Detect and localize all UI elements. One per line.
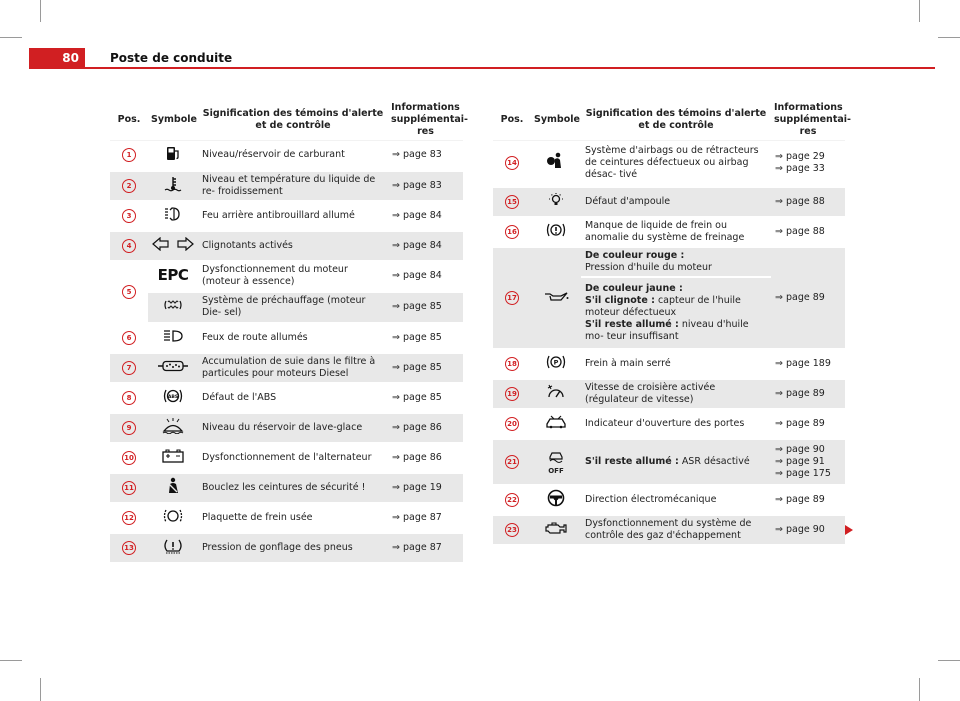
- position-badge: 20: [505, 417, 519, 431]
- oil-red-label: De couleur rouge :: [585, 249, 685, 261]
- col-info-header: Informations supplémentai- res: [771, 100, 845, 141]
- table-row: [493, 141, 845, 187]
- fuel-icon: [166, 153, 180, 164]
- page-reference: ⇒ page 89: [771, 247, 845, 349]
- page-reference: ⇒ page 29: [775, 151, 825, 163]
- row-text: Bouclez les ceintures de sécurité !: [198, 473, 388, 503]
- row-text: Pression de gonflage des pneus: [198, 533, 388, 563]
- seatbelt-icon: [165, 487, 181, 498]
- row-text: Système de préchauffage (moteur Die- sel): [198, 292, 388, 323]
- warning-lights-table-left: [110, 100, 468, 564]
- page-reference: ⇒ page 19: [388, 473, 463, 503]
- epc-icon: EPC: [157, 265, 189, 284]
- position-badge: 13: [122, 541, 136, 555]
- col-meaning-header: Signification des témoins d'alerte et de contrôle: [581, 100, 771, 141]
- page-reference: ⇒ page 89: [771, 485, 845, 515]
- position-badge: 14: [505, 156, 519, 170]
- col-meaning-header: Signification des témoins d'alerte et de contrôle: [198, 100, 388, 141]
- page-reference: ⇒ page 85: [388, 383, 463, 413]
- oil-pressure-icon: [543, 294, 569, 305]
- table-row: [110, 383, 463, 413]
- position-badge: 17: [505, 291, 519, 305]
- asr-off-icon: [548, 455, 564, 466]
- position-badge: 5: [122, 285, 136, 299]
- page-reference: ⇒ page 87: [388, 503, 463, 533]
- glow-plug-icon: [163, 303, 183, 314]
- door-open-icon: [545, 421, 567, 432]
- page-reference: ⇒ page 175: [775, 467, 831, 479]
- row-text: Dysfonctionnement du moteur (moteur à essence): [198, 261, 388, 292]
- col-info-header: Informations supplémentai- res: [388, 100, 463, 141]
- row-text: Feux de route allumés: [198, 323, 388, 353]
- position-badge: 18: [505, 357, 519, 371]
- table-row: [493, 515, 845, 545]
- crop-mark: [919, 0, 920, 22]
- table-row: [110, 353, 463, 383]
- row-text: Vitesse de croisière activée (régulateur de vitesse): [581, 379, 771, 409]
- lit-label: S'il reste allumé :: [585, 455, 679, 467]
- position-badge: 22: [505, 493, 519, 507]
- position-badge: 15: [505, 195, 519, 209]
- position-badge: 23: [505, 523, 519, 537]
- turn-signals-icon: [152, 243, 194, 254]
- position-badge: 11: [122, 481, 136, 495]
- table-row: [493, 217, 845, 247]
- brake-pad-icon: [162, 516, 184, 527]
- page-reference: ⇒ page 83: [388, 171, 463, 201]
- row-text: Niveau du réservoir de lave-glace: [198, 413, 388, 443]
- table-row: [110, 231, 463, 261]
- row-text: Feu arrière antibrouillard allumé: [198, 201, 388, 231]
- page-reference: ⇒ page 88: [771, 187, 845, 217]
- crop-mark: [938, 37, 960, 38]
- table-row: [110, 171, 463, 201]
- row-text: Frein à main serré: [581, 349, 771, 379]
- row-text: Dysfonctionnement du système de contrôle des gaz d'échappement: [581, 515, 771, 545]
- row-text: Manque de liquide de frein ou anomalie du système de freinage: [581, 217, 771, 247]
- col-pos-header: Pos.: [110, 100, 148, 141]
- col-symbol-header: Symbole: [148, 100, 198, 141]
- row-text: Niveau et température du liquide de re- froidissement: [198, 171, 388, 201]
- page-reference: ⇒ page 86: [388, 443, 463, 473]
- page-reference: ⇒ page 189: [771, 349, 845, 379]
- engine-icon: [544, 527, 568, 538]
- position-badge: 3: [122, 209, 136, 223]
- cruise-control-icon: [545, 392, 567, 403]
- coolant-icon: [164, 184, 182, 195]
- page-reference: ⇒ page 90: [771, 515, 845, 545]
- page-reference: ⇒ page 84: [388, 261, 463, 292]
- high-beam-icon: [162, 335, 184, 346]
- rear-fog-icon: [164, 214, 182, 225]
- page-reference: ⇒ page 83: [388, 141, 463, 171]
- lit-label: S'il reste allumé :: [585, 318, 679, 330]
- page-number: 80: [29, 48, 85, 68]
- position-badge: 7: [122, 361, 136, 375]
- table-row: [493, 409, 845, 439]
- page-reference: ⇒ page 87: [388, 533, 463, 563]
- col-symbol-header: Symbole: [531, 100, 581, 141]
- row-text: Système d'airbags ou de rétracteurs de ceintures défectueux ou airbag désac- tivé: [581, 141, 771, 187]
- row-text: Indicateur d'ouverture des portes: [581, 409, 771, 439]
- table-row: [110, 473, 463, 503]
- position-badge: 21: [505, 455, 519, 469]
- blink-label: S'il clignote :: [585, 294, 655, 306]
- row-text: Niveau/réservoir de carburant: [198, 141, 388, 171]
- page-reference: ⇒ page 33: [775, 163, 825, 175]
- warning-lights-table-right: [493, 100, 851, 546]
- tyre-pressure-icon: [162, 546, 184, 557]
- row-text: Dysfonctionnement de l'alternateur: [198, 443, 388, 473]
- steering-icon: [547, 499, 565, 510]
- page-reference: ⇒ page 85: [388, 292, 463, 323]
- row-text: Clignotants activés: [198, 231, 388, 261]
- table-row: [493, 247, 845, 277]
- table-row: [493, 187, 845, 217]
- header-divider: [29, 67, 935, 69]
- page-reference: ⇒ page 89: [771, 379, 845, 409]
- table-row: [110, 201, 463, 231]
- crop-mark: [919, 678, 920, 701]
- position-badge: 1: [122, 148, 136, 162]
- table-row: [110, 141, 463, 171]
- row-text: Direction électromécanique: [581, 485, 771, 515]
- table-row: [493, 379, 845, 409]
- airbag-icon: [546, 162, 566, 173]
- table-row: [493, 485, 845, 515]
- parking-brake-icon: [545, 357, 567, 373]
- position-badge: 2: [122, 179, 136, 193]
- page-reference: ⇒ page 84: [388, 231, 463, 261]
- position-badge: 8: [122, 391, 136, 405]
- oil-yellow-label: De couleur jaune :: [585, 282, 683, 294]
- page-reference: ⇒ page 90: [775, 443, 825, 455]
- crop-mark: [0, 37, 22, 38]
- row-text: Défaut de l'ABS: [198, 383, 388, 413]
- position-badge: 19: [505, 387, 519, 401]
- table-row: [110, 292, 463, 323]
- col-pos-header: Pos.: [493, 100, 531, 141]
- page-reference: ⇒ page 85: [388, 323, 463, 353]
- row-text: niveau d'huile mo- teur insuffisant: [585, 318, 749, 342]
- position-badge: 6: [122, 331, 136, 345]
- crop-mark: [40, 678, 41, 701]
- page-reference: ⇒ page 89: [771, 409, 845, 439]
- position-badge: 10: [122, 451, 136, 465]
- crop-mark: [40, 0, 41, 22]
- row-text: ASR désactivé: [681, 455, 750, 467]
- crop-mark: [938, 660, 960, 661]
- position-badge: 9: [122, 421, 136, 435]
- washer-fluid-icon: [162, 426, 184, 437]
- page-reference: ⇒ page 91: [775, 455, 825, 467]
- table-row: [110, 413, 463, 443]
- page-reference: ⇒ page 85: [388, 353, 463, 383]
- position-badge: 12: [122, 511, 136, 525]
- page-reference: ⇒ page 84: [388, 201, 463, 231]
- position-badge: 4: [122, 239, 136, 253]
- battery-icon: [162, 455, 184, 466]
- page-reference: ⇒ page 86: [388, 413, 463, 443]
- continue-arrow-icon: [844, 520, 854, 539]
- table-row: [110, 443, 463, 473]
- table-row: [110, 261, 463, 292]
- row-text: Plaquette de frein usée: [198, 503, 388, 533]
- asr-off-label: OFF: [548, 466, 564, 475]
- table-row: [493, 349, 845, 379]
- svg-text:ABS: ABS: [167, 394, 179, 400]
- table-header-row: [493, 100, 845, 141]
- svg-text:P: P: [553, 357, 559, 366]
- page-title: Poste de conduite: [110, 51, 233, 65]
- row-text: Accumulation de suie dans le filtre à particules pour moteurs Diesel: [198, 353, 388, 383]
- page-reference: ⇒ page 88: [771, 217, 845, 247]
- crop-mark: [0, 660, 22, 661]
- row-text: Pression d'huile du moteur: [585, 261, 712, 273]
- table-row: [110, 503, 463, 533]
- particle-filter-icon: [158, 364, 188, 375]
- row-text: Défaut d'ampoule: [581, 187, 771, 217]
- table-row: [110, 323, 463, 353]
- brake-system-icon: [545, 230, 567, 241]
- abs-icon: [162, 396, 184, 407]
- table-header-row: [110, 100, 463, 141]
- table-row: [493, 439, 845, 485]
- table-row: [110, 533, 463, 563]
- position-badge: 16: [505, 225, 519, 239]
- bulb-icon: [545, 200, 567, 211]
- row-text: capteur de l'huile moteur défectueux: [585, 294, 741, 318]
